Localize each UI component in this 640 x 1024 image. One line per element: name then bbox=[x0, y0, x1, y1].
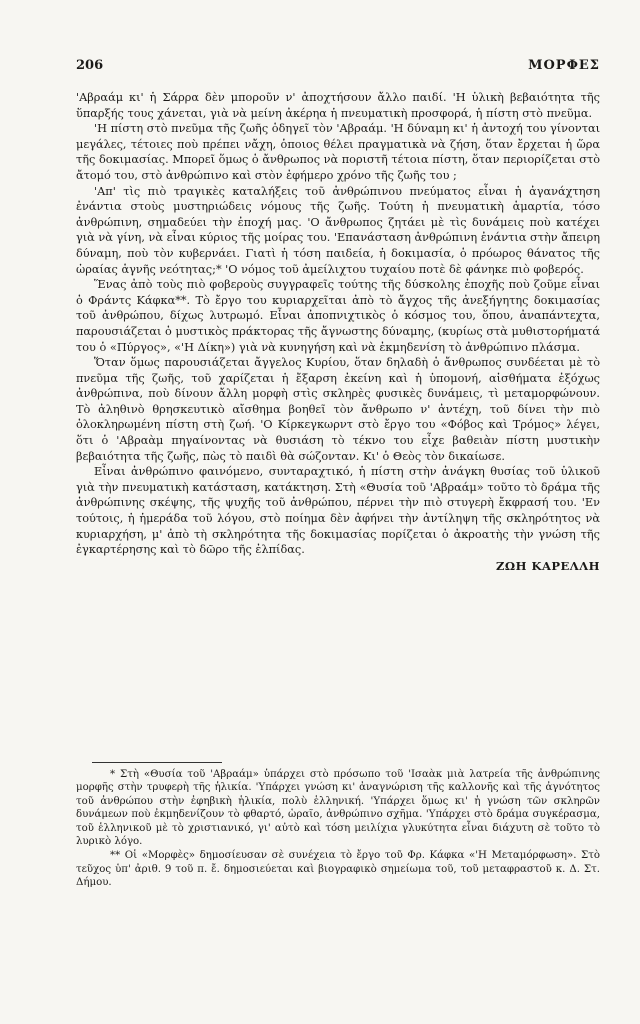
journal-title: ΜΟΡΦΕΣ bbox=[528, 58, 600, 73]
article-paragraph: Εἶναι ἀνθρώπινο φαινόμενο, συνταραχτικό, ἡ πίστη στὴν ἀνάγκη θυσίας τοῦ ὑλικοῦ γιὰ τὴν πνευματικὴ κατάσταση, κατάκτηση. Στὴ «Θυσία τοῦ 'Αβραάμ» τοῦτο τὸ δράμα τῆς ἀνθρώπινης σκέψης, τῆς ψυχῆς τοῦ ἀνθρώπου, πέρνει τὴν πιὸ στυγερὴ ἔκφρασή του. 'Εν τούτοις, ἡ ἡμεράδα τοῦ λόγου, στὸ ποίημα δὲν ἀφήνει τὴν ἀντίληψη τῆς σκληρότητος νὰ κυριαρχήση, μ' ἀπὸ τὴ σκληρότητα τῆς δοκιμασίας πορίζεται ὁ ἀκροατὴς τὴν γνώση τῆς ἐγκαρτέρησης καὶ τὸ δῶρο τῆς ἐλπίδας. bbox=[76, 465, 600, 557]
article-body bbox=[76, 90, 600, 574]
footnote: ** Οἱ «Μορφὲς» δημοσίευσαν σὲ συνέχεια τὸ ἔργο τοῦ Φρ. Κάφκα «'Η Μεταμόρφωση». Στὸ τεῦχος ὑπ' ἀριθ. 9 τοῦ π. ἔ. δημοσιεύεται καὶ βιογραφικὸ σημείωμα τοῦ, τοῦ μεταφραστοῦ κ. Δ. Στ. Δήμου. bbox=[76, 850, 600, 889]
footnotes bbox=[76, 768, 600, 890]
article-paragraph: Ἕνας ἀπὸ τοὺς πιὸ φοβεροὺς συγγραφεῖς τούτης τῆς δύσκολης ἐποχῆς ποὺ ζοῦμε εἶναι ὁ Φράντς Κάφκα**. Τὸ ἔργο του κυριαρχεῖται ἀπὸ τὸ ἄγχος τῆς ἀνεξήγητης δοκιμασίας τοῦ ἀνθρώπου, δίχως λυτρωμό. Εἶναι ἀποπνιχτικὸς ὁ κόσμος του, ὅπου, ἀναπάντεχτα, παρουσιάζεται ὁ μυστικὸς πράκτορας τῆς ἄγνωστης δύναμης, (κυρίως στὰ μυθιστορήματά του ὁ «Πύργος», «'Η Δίκη») γιὰ νὰ κυνηγήση καὶ νὰ ἐκμηδενίση τὸ ἀνθρώπινο πλάσμα. bbox=[76, 278, 600, 354]
page-header bbox=[76, 58, 600, 73]
article-paragraph: 'Η πίστη στὸ πνεῦμα τῆς ζωῆς ὁδηγεῖ τὸν 'Αβραάμ. 'Η δύναμη κι' ἡ ἀντοχή του γίνονται μεγάλες, τέτοιες ποὺ πρέπει νἄχη, ὁποιος θέλει πραγματικὰ νὰ ζήση, ὅταν ἔρχεται ἡ ὥρα τῆς δοκιμασίας. Μπορεῖ ὅμως ὁ ἄνθρωπος νὰ ποριστῆ τέτοια πίστη, ὅταν περιορίζεται στὸ ἄτομό του, στὸ ἀνθρώπινο καὶ στὸν ἐφήμερο χρόνο τῆς ζωῆς του ; bbox=[76, 122, 600, 182]
article-paragraph: Ὅταν ὅμως παρουσιάζεται ἄγγελος Κυρίου, ὅταν δηλαδὴ ὁ ἄνθρωπος συνδέεται μὲ τὸ πνεῦμα τῆς ζωῆς, τοῦ χαρίζεται ἡ ἔξαρση ἐκείνη καὶ ἡ ὑπομονή, αἰσθήματα ἐξόχως ἀνθρώπινα, ποὺ δίνουν ἄλλη μορφὴ στὶς σκληρὲς φυσικὲς δυνάμεις, τὶ μεταμορφώνουν. Τὸ ἀληθινὸ θρησκευτικὸ αἴσθημα βοηθεῖ τὸν ἄνθρωπο ν' ἀντέχη, τοῦ δίνει τὴν πιὸ ὁλοκληρωμένη πίστη στὴ ζωή. 'Ο Κίρκεγκωρντ στὸ ἔργο του «Φόβος καὶ Τρόμος» λέγει, ὅτι ὁ 'Αβραὰμ πηγαίνοντας νὰ θυσιάση τὸ τέκνο του εἶχε βαθειὰν πίστη μυστικὴν βεβαιότητα τῆς ζωῆς, πὼς τὸ παιδὶ θὰ σώζονταν. Κι' ὁ Θεὸς τὸν δικαίωσε. bbox=[76, 356, 600, 463]
author-signature: ΖΩΗ ΚΑΡΕΛΛΗ bbox=[495, 558, 600, 573]
article-paragraph: 'Απ' τὶς πιὸ τραγικὲς καταλήξεις τοῦ ἀνθρώπινου πνεύματος εἶναι ἡ ἀγανάχτηση ἐνάντια στοὺς μυστηριώδεις νόμους τῆς ζωῆς. Τούτη ἡ πνευματικὴ ἁμαρτία, τόσο ἀνθρώπινη, σημαδεύει τὴν ἐποχή μας. 'Ο ἄνθρωπος ζητάει μὲ τὶς δυνάμεις ποὺ κατέχει γιὰ νὰ γίνη, νὰ εἶναι κύριος τῆς μοίρας του. 'Επανάσταση ἀνθρώπινη ἐνάντια στὴν ἄπειρη δύναμη, ποὺ τὸν κυβερνάει. Γιατὶ ἡ τόση παιδεία, ἡ δοκιμασία, ὁ πρόωρος θάνατος τῆς ὡραίας ἁγνῆς νεότητας;* 'Ο νόμος τοῦ ἀμείλιχτου τυχαίου ποτὲ δὲ φάνηκε πιὸ φοβερός. bbox=[76, 184, 600, 276]
footnote-divider bbox=[92, 762, 222, 763]
article-paragraph: 'Αβραάμ κι' ἡ Σάρρα δὲν μποροῦν ν' ἀποχτήσουν ἄλλο παιδί. 'Η ὑλικὴ βεβαιότητα τῆς ὕπαρξής τους χάνεται, γιὰ νὰ μείνη ἀκέρηα ἡ πνευματικὴ προσφορά, ἡ πίστη στὸ πνεῦμα. bbox=[76, 91, 600, 120]
footnote: * Στὴ «Θυσία τοῦ 'Αβραάμ» ὑπάρχει στὸ πρόσωπο τοῦ 'Ισαὰκ μιὰ λατρεία τῆς ἀνθρώπινης μορφῆς στὴν τρυφερὴ τῆς ἡλικία. 'Υπάρχει γνώση κι' ἀναγνώριση τῆς καλλονῆς καὶ τῆς ἀγνότητος τοῦ ἀνθρώπου στὴν ἐφηβικὴ ἡλικία, πολὺ ἑλληνική. 'Υπάρχει ὅμως κι' ἡ γνώση τῶν σκληρῶν δυνάμεων ποὺ ἐκμηδενίζουν τὸ φθαρτό, ὡραῖο, ἀνθρώπινο σχῆμα. 'Υπάρχει στὸ δράμα συγκέρασμα, τοῦ ἑλληνικοῦ μὲ τὸ χριστιανικό, γι' αὐτὸ καὶ τόση μειλίχια γλυκύτητα εἶναι διάχυτη σὲ τοῦτο τὸ λυρικὸ λόγο. bbox=[76, 769, 600, 848]
page-number: 206 bbox=[76, 58, 104, 73]
